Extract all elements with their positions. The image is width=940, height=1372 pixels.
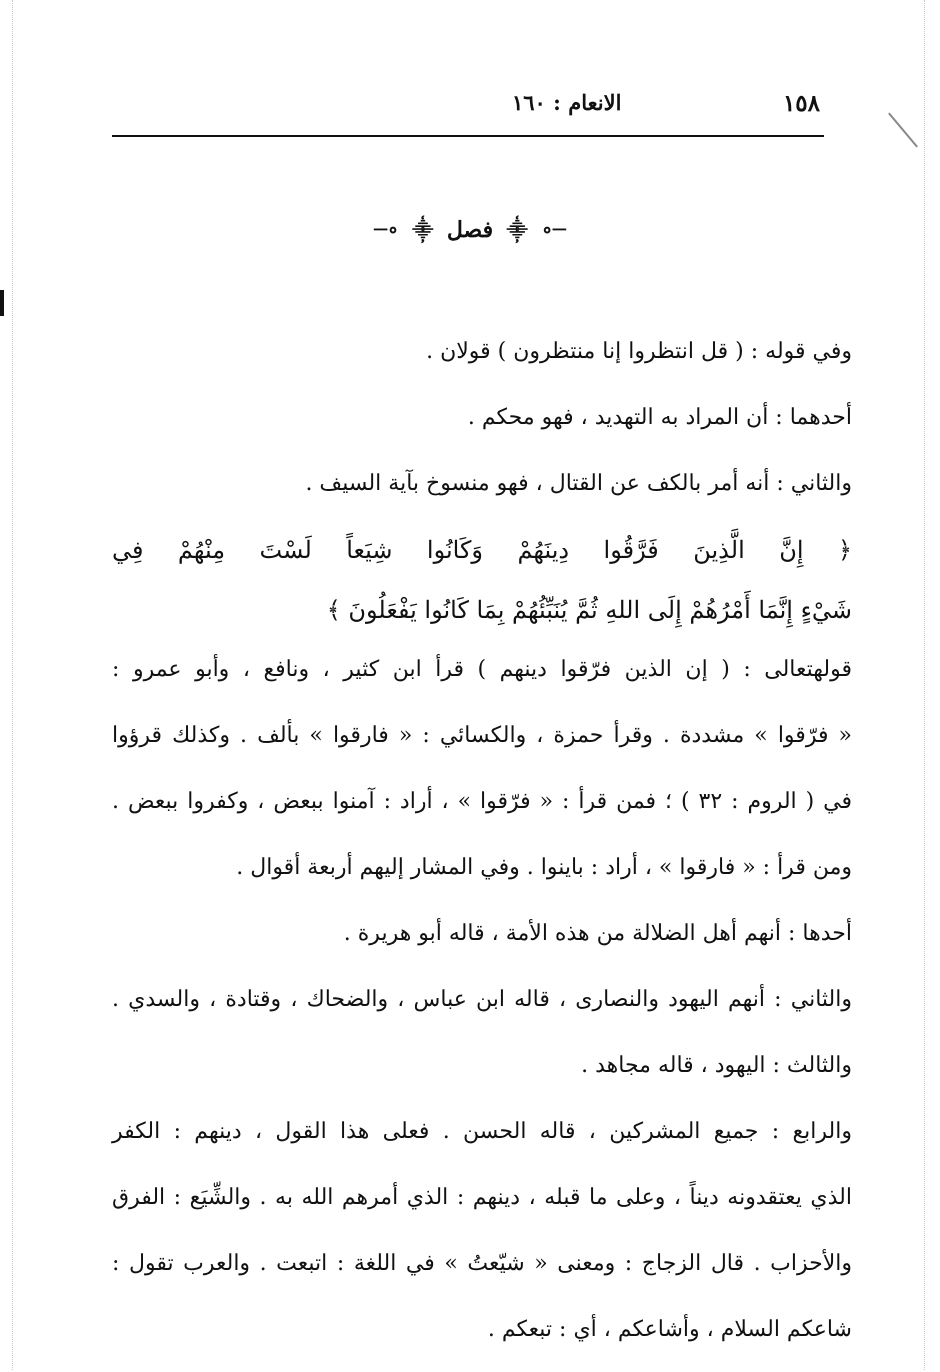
text-line: « فرّقوا » مشددة . وقرأ حمزة ، والكسائي : « فارقوا » بألف . وكذلك قرؤوا — [112, 723, 852, 748]
ornament-left-icon: ⸎ — [412, 218, 434, 242]
running-head: الانعام : ١٦٠ — [512, 90, 622, 115]
scan-edge-left — [12, 0, 13, 1370]
text-line: والثاني : أنهم اليهود والنصارى ، قاله ابن عباس ، والضحاك ، وقتادة ، والسدي . — [112, 987, 852, 1012]
page-number: ١٥٨ — [782, 90, 820, 117]
scan-edge-right — [924, 0, 925, 1370]
text-line: والثالث : اليهود ، قاله مجاهد . — [581, 1053, 852, 1078]
scan-stroke — [888, 113, 918, 148]
scan-mark — [0, 290, 4, 316]
text-line: والأحزاب . قال الزجاج : ومعنى « شيّعتُ » في اللغة : اتبعت . والعرب تقول : — [112, 1251, 852, 1276]
text-line: وفي قوله : ( قل انتظروا إنا منتظرون ) قولان . — [426, 339, 852, 364]
ornament-right-icon: ⸎ — [506, 218, 528, 242]
quran-verse-line: شَيْءٍ إِنَّمَا أَمْرُهُمْ إِلَى اللهِ ثُمَّ يُنَبِّئُهُمْ بِمَا كَانُوا يَفْعَلُونَ ﴾ — [326, 596, 852, 624]
text-line: شاعكم السلام ، وأشاعكم ، أي : تبعكم . — [487, 1317, 852, 1342]
text-line: أحدها : أنهم أهل الضلالة من هذه الأمة ، قاله أبو هريرة . — [343, 921, 852, 946]
body-text — [112, 328, 852, 1372]
heading-dash-left: ∘─ — [374, 217, 399, 243]
section-heading — [0, 216, 940, 243]
quran-verse-line: ﴿ إِنَّ الَّذِينَ فَرَّقُوا دِينَهُمْ وَكَانُوا شِيَعاً لَسْتَ مِنْهُمْ فِي — [112, 536, 853, 564]
section-heading-label: فصل — [446, 217, 494, 243]
header-rule — [112, 135, 824, 137]
text-line: والثاني : أنه أمر بالكف عن القتال ، فهو منسوخ بآية السيف . — [305, 471, 852, 496]
text-line: الذي يعتقدونه ديناً ، وعلى ما قبله ، دينهم : الذي أمرهم الله به . والشِّيَع : الفرق — [112, 1185, 852, 1210]
text-line: قولهتعالى : ( إن الذين فرّقوا دينهم ) قرأ ابن كثير ، ونافع ، وأبو عمرو : — [112, 657, 852, 682]
text-line: في ( الروم : ٣٢ ) ؛ فمن قرأ : « فرّقوا » ، أراد : آمنوا ببعض ، وكفروا ببعض . — [112, 789, 852, 814]
text-line: أحدهما : أن المراد به التهديد ، فهو محكم . — [467, 405, 852, 430]
text-line: ومن قرأ : « فارقوا » ، أراد : باينوا . وفي المشار إليهم أربعة أقوال . — [236, 855, 852, 880]
heading-dash-right: ─∘ — [541, 217, 566, 243]
text-line: والرابع : جميع المشركين ، قاله الحسن . فعلى هذا القول ، دينهم : الكفر — [112, 1119, 852, 1144]
page-header — [112, 88, 820, 128]
